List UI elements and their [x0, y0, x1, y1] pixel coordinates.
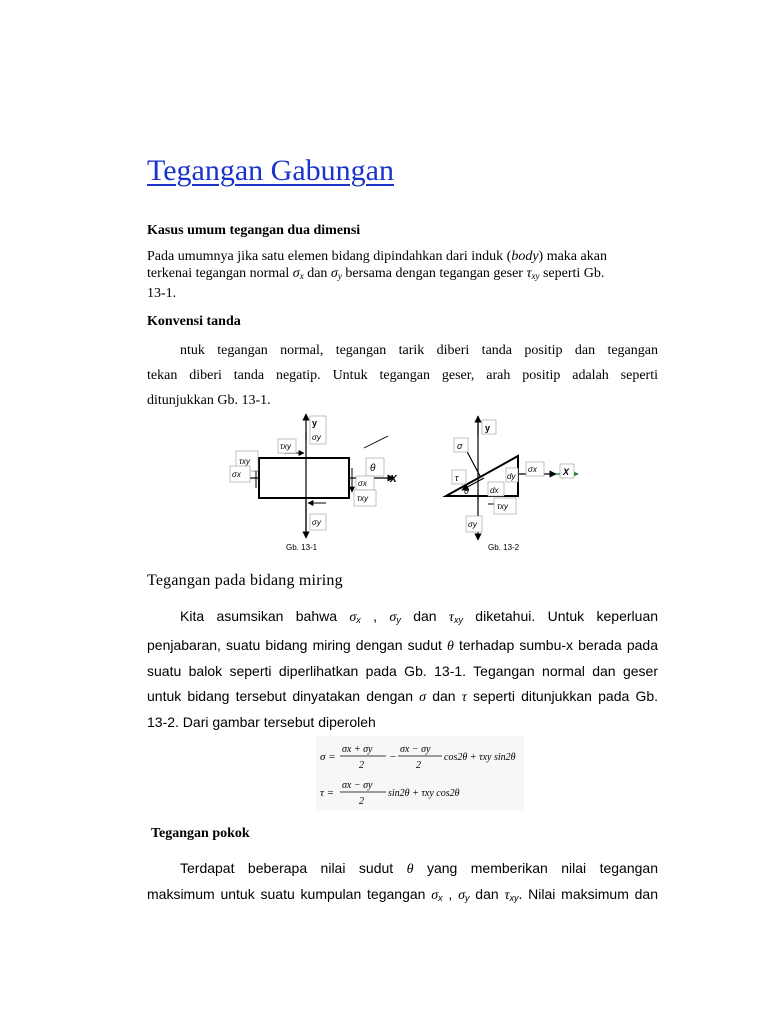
label-x-2: X — [563, 467, 570, 477]
label-y-2: y — [485, 423, 491, 433]
eq1-minus: − — [389, 751, 397, 763]
miring-line-4: untuk bidang tersebut dinyatakan dengan σ dan τ seperti ditunjukkan pada Gb. — [147, 688, 659, 705]
miring-line-5: 13-2. Dari gambar tersebut diperoleh — [147, 714, 376, 730]
konvensi-line-3: ditunjukkan Gb. 13-1. — [147, 393, 271, 408]
label-dy: dy — [507, 472, 516, 481]
kasus-line-2: terkenai tegangan normal $\sigma_x$ dan $\sigma_y$ bersama dengan tegangan geser $\tau_{xy}$ seperti Gb. — [147, 266, 605, 281]
label-y: y — [312, 418, 318, 428]
eq1-num2: σx − σy — [400, 744, 431, 755]
label-x: X — [390, 474, 397, 485]
label-tau-xy-left: τxy — [239, 457, 250, 466]
kasus-line-1: Pada umumnya jika satu elemen bidang dipindahkan dari induk (body) maka akan — [147, 249, 607, 264]
label-dx: dx — [490, 486, 499, 495]
eq1-tail: cos2θ + τxy sin2θ — [444, 752, 516, 763]
eq2-tail: sin2θ + τxy cos2θ — [388, 788, 460, 799]
label-tau-xy-2: τxy — [497, 502, 508, 511]
equation-block — [316, 736, 524, 810]
miring-line-1: Kita asumsikan bahwa $\sigma_x$ , $\sigma_y$ dan $\tau_{xy}$ diketahui. Untuk keperluan — [180, 608, 659, 625]
eq1-num1: σx + σy — [342, 744, 373, 755]
label-sigma-y-bottom: σy — [312, 518, 321, 527]
label-tau-xy: τxy — [280, 442, 291, 451]
konvensi-line-1: ntuk tegangan normal, tegangan tarik diberi tanda positip dan tegangan — [180, 343, 658, 358]
label-theta: θ — [370, 463, 376, 474]
page-title[interactable]: Tegangan Gabungan — [147, 154, 394, 187]
eq1-den2: 2 — [416, 760, 421, 771]
label-sigma-y-2: σy — [468, 520, 477, 529]
paragraph-miring — [147, 604, 658, 735]
paragraph-kasus — [147, 248, 658, 302]
pokok-line-1: Terdapat beberapa nilai sudut θ yang memberikan nilai tegangan — [180, 860, 658, 877]
kasus-line-3: 13-1. — [147, 286, 177, 301]
paragraph-konvensi — [147, 338, 658, 413]
miring-line-3: suatu balok seperti diperlihatkan pada Gb. 13-1. Tegangan normal dan geser — [147, 663, 658, 679]
section-heading-miring: Tegangan pada bidang miring — [147, 572, 343, 589]
caption-fig-13-1: Gb. 13-1 — [286, 543, 318, 552]
konvensi-line-2: tekan diberi tanda negatip. Untuk tegangan geser, arah positip adalah seperti — [147, 368, 658, 383]
section-heading-kasus: Kasus umum tegangan dua dimensi — [147, 223, 361, 238]
eq1-lhs: σ = — [320, 751, 336, 763]
eq1-den1: 2 — [359, 760, 364, 771]
label-sigma-x-2: σx — [528, 465, 537, 474]
label-tau: τ — [455, 473, 459, 483]
label-sigma-x: σx — [358, 479, 367, 488]
eq2-den: 2 — [359, 796, 364, 807]
caption-fig-13-2: Gb. 13-2 — [488, 543, 520, 552]
label-sigma-x-left: σx — [232, 470, 241, 479]
eq2-num: σx − σy — [342, 780, 373, 791]
miring-line-2: penjabaran, suatu bidang miring dengan sudut θ terhadap sumbu-x berada pada — [147, 637, 658, 654]
paragraph-pokok — [147, 856, 658, 911]
label-sigma-y: σy — [312, 433, 321, 442]
eq2-lhs: τ = — [320, 787, 335, 799]
section-heading-pokok: Tegangan pokok — [151, 826, 250, 841]
label-tau-xy-right: τxy — [357, 494, 368, 503]
stress-figures — [226, 410, 586, 560]
label-sigma: σ — [457, 441, 463, 451]
pokok-line-2: maksimum untuk suatu kumpulan tegangan $\sigma_x$ , $\sigma_y$ dan $\tau_{xy}$. Nilai maksimum dan — [147, 886, 659, 903]
label-theta-2: θ — [464, 486, 469, 496]
section-heading-konvensi: Konvensi tanda — [147, 314, 241, 329]
